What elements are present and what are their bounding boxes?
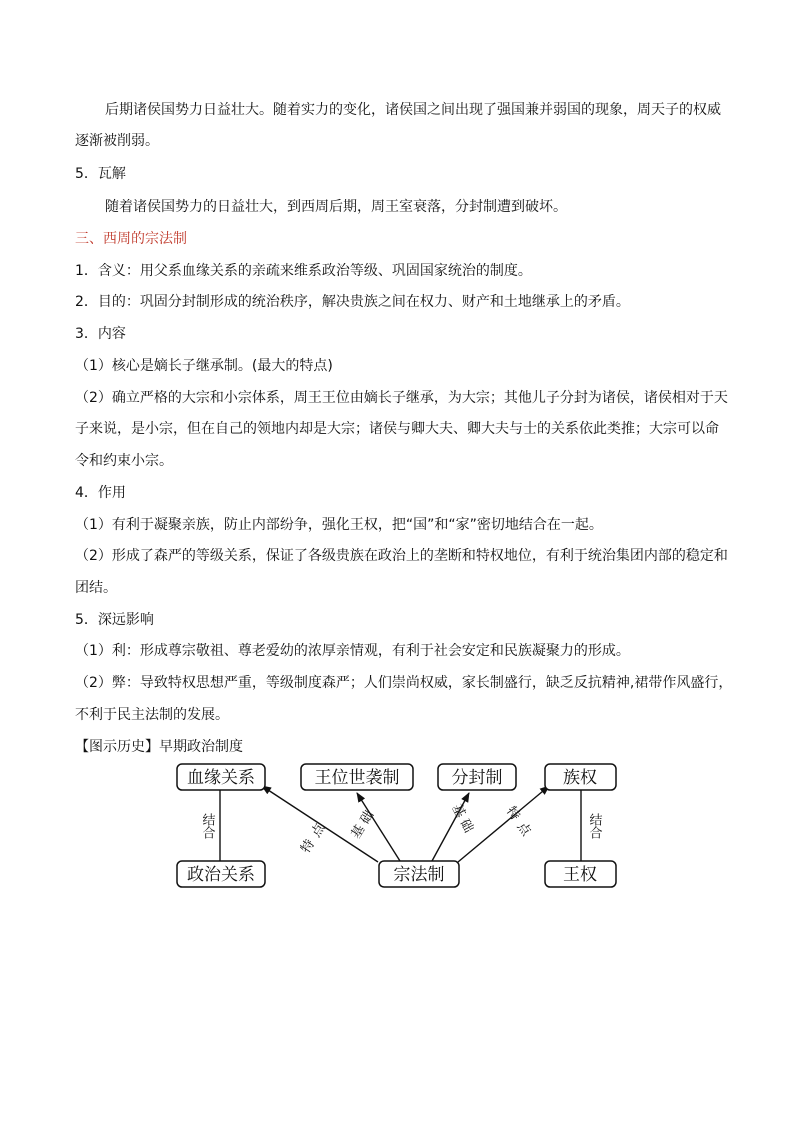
influence-con-line-2: 不利于民主法制的发展。 xyxy=(75,707,229,723)
para-line-1: 后期诸侯国势力日益壮大。随着实力的变化，诸侯国之间出现了强国兼并弱国的现象，周天子的权威 xyxy=(105,102,721,118)
edge-label-trait-right: 特点 xyxy=(502,804,537,844)
section-heading-dissolution: 5．瓦解 xyxy=(75,166,126,182)
edge-label-basis-right: 基础 xyxy=(448,801,478,839)
label-clan-power: 族权 xyxy=(563,768,597,788)
para-line-2: 逐渐被削弱。 xyxy=(75,133,159,149)
effect-point-2-line-2: 团结。 xyxy=(75,580,117,596)
content-point-1: （1）核心是嫡长子继承制。(最大的特点) xyxy=(75,358,333,374)
edge-label-left-combine: 结合 xyxy=(199,813,215,839)
item-influence-heading: 5．深远影响 xyxy=(75,612,154,628)
label-enfeoffment: 分封制 xyxy=(451,768,503,788)
label-zongfa: 宗法制 xyxy=(393,865,445,885)
item-effect-heading: 4．作用 xyxy=(75,485,126,501)
item-meaning: 1．含义：用父系血缘关系的亲疏来维系政治等级、巩固国家统治的制度。 xyxy=(75,263,532,279)
content-point-2-line-1: （2）确立严格的大宗和小宗体系，周王王位由嫡长子继承，为大宗；其他儿子分封为诸侯，诸侯相对于天 xyxy=(75,390,728,406)
influence-pro: （1）利：形成尊宗敬祖、尊老爱幼的浓厚亲情观，有利于社会安定和民族凝聚力的形成。 xyxy=(75,643,630,659)
edge-label-trait-left: 特点 xyxy=(298,816,332,857)
section-title-zongfa: 三、西周的宗法制 xyxy=(75,231,187,247)
label-hereditary-throne: 王位世袭制 xyxy=(314,768,400,788)
para-dissolution: 随着诸侯国势力的日益壮大，到西周后期，周王室衰落，分封制遭到破坏。 xyxy=(105,199,567,215)
diagram-caption: 【图示历史】早期政治制度 xyxy=(75,739,243,755)
effect-point-1: （1）有利于凝聚亲族，防止内部纷争，强化王权，把“国”和“家”密切地结合在一起。 xyxy=(75,517,603,533)
label-royal-power: 王权 xyxy=(563,865,597,885)
content-point-2-line-3: 令和约束小宗。 xyxy=(75,453,173,469)
edge-label-right-combine: 结合 xyxy=(586,813,602,839)
edge-label-basis-left: 基础 xyxy=(348,804,380,842)
effect-point-2-line-1: （2）形成了森严的等级关系，保证了各级贵族在政治上的垄断和特权地位，有利于统治集团内部的稳定和 xyxy=(75,548,728,564)
label-blood-relations: 血缘关系 xyxy=(187,768,255,788)
content-point-2-line-2: 子来说，是小宗，但在自己的领地内却是大宗；诸侯与卿大夫、卿大夫与士的关系依此类推；大宗可以命 xyxy=(75,421,719,437)
item-content-heading: 3．内容 xyxy=(75,326,126,342)
influence-con-line-1: （2）弊：导致特权思想严重，等级制度森严；人们崇尚权威，家长制盛行，缺乏反抗精神,裙带作风盛行， xyxy=(75,675,733,691)
item-purpose: 2．目的：巩固分封制形成的统治秩序，解决贵族之间在权力、财产和土地继承上的矛盾。 xyxy=(75,294,630,310)
label-political-relations: 政治关系 xyxy=(187,865,255,885)
